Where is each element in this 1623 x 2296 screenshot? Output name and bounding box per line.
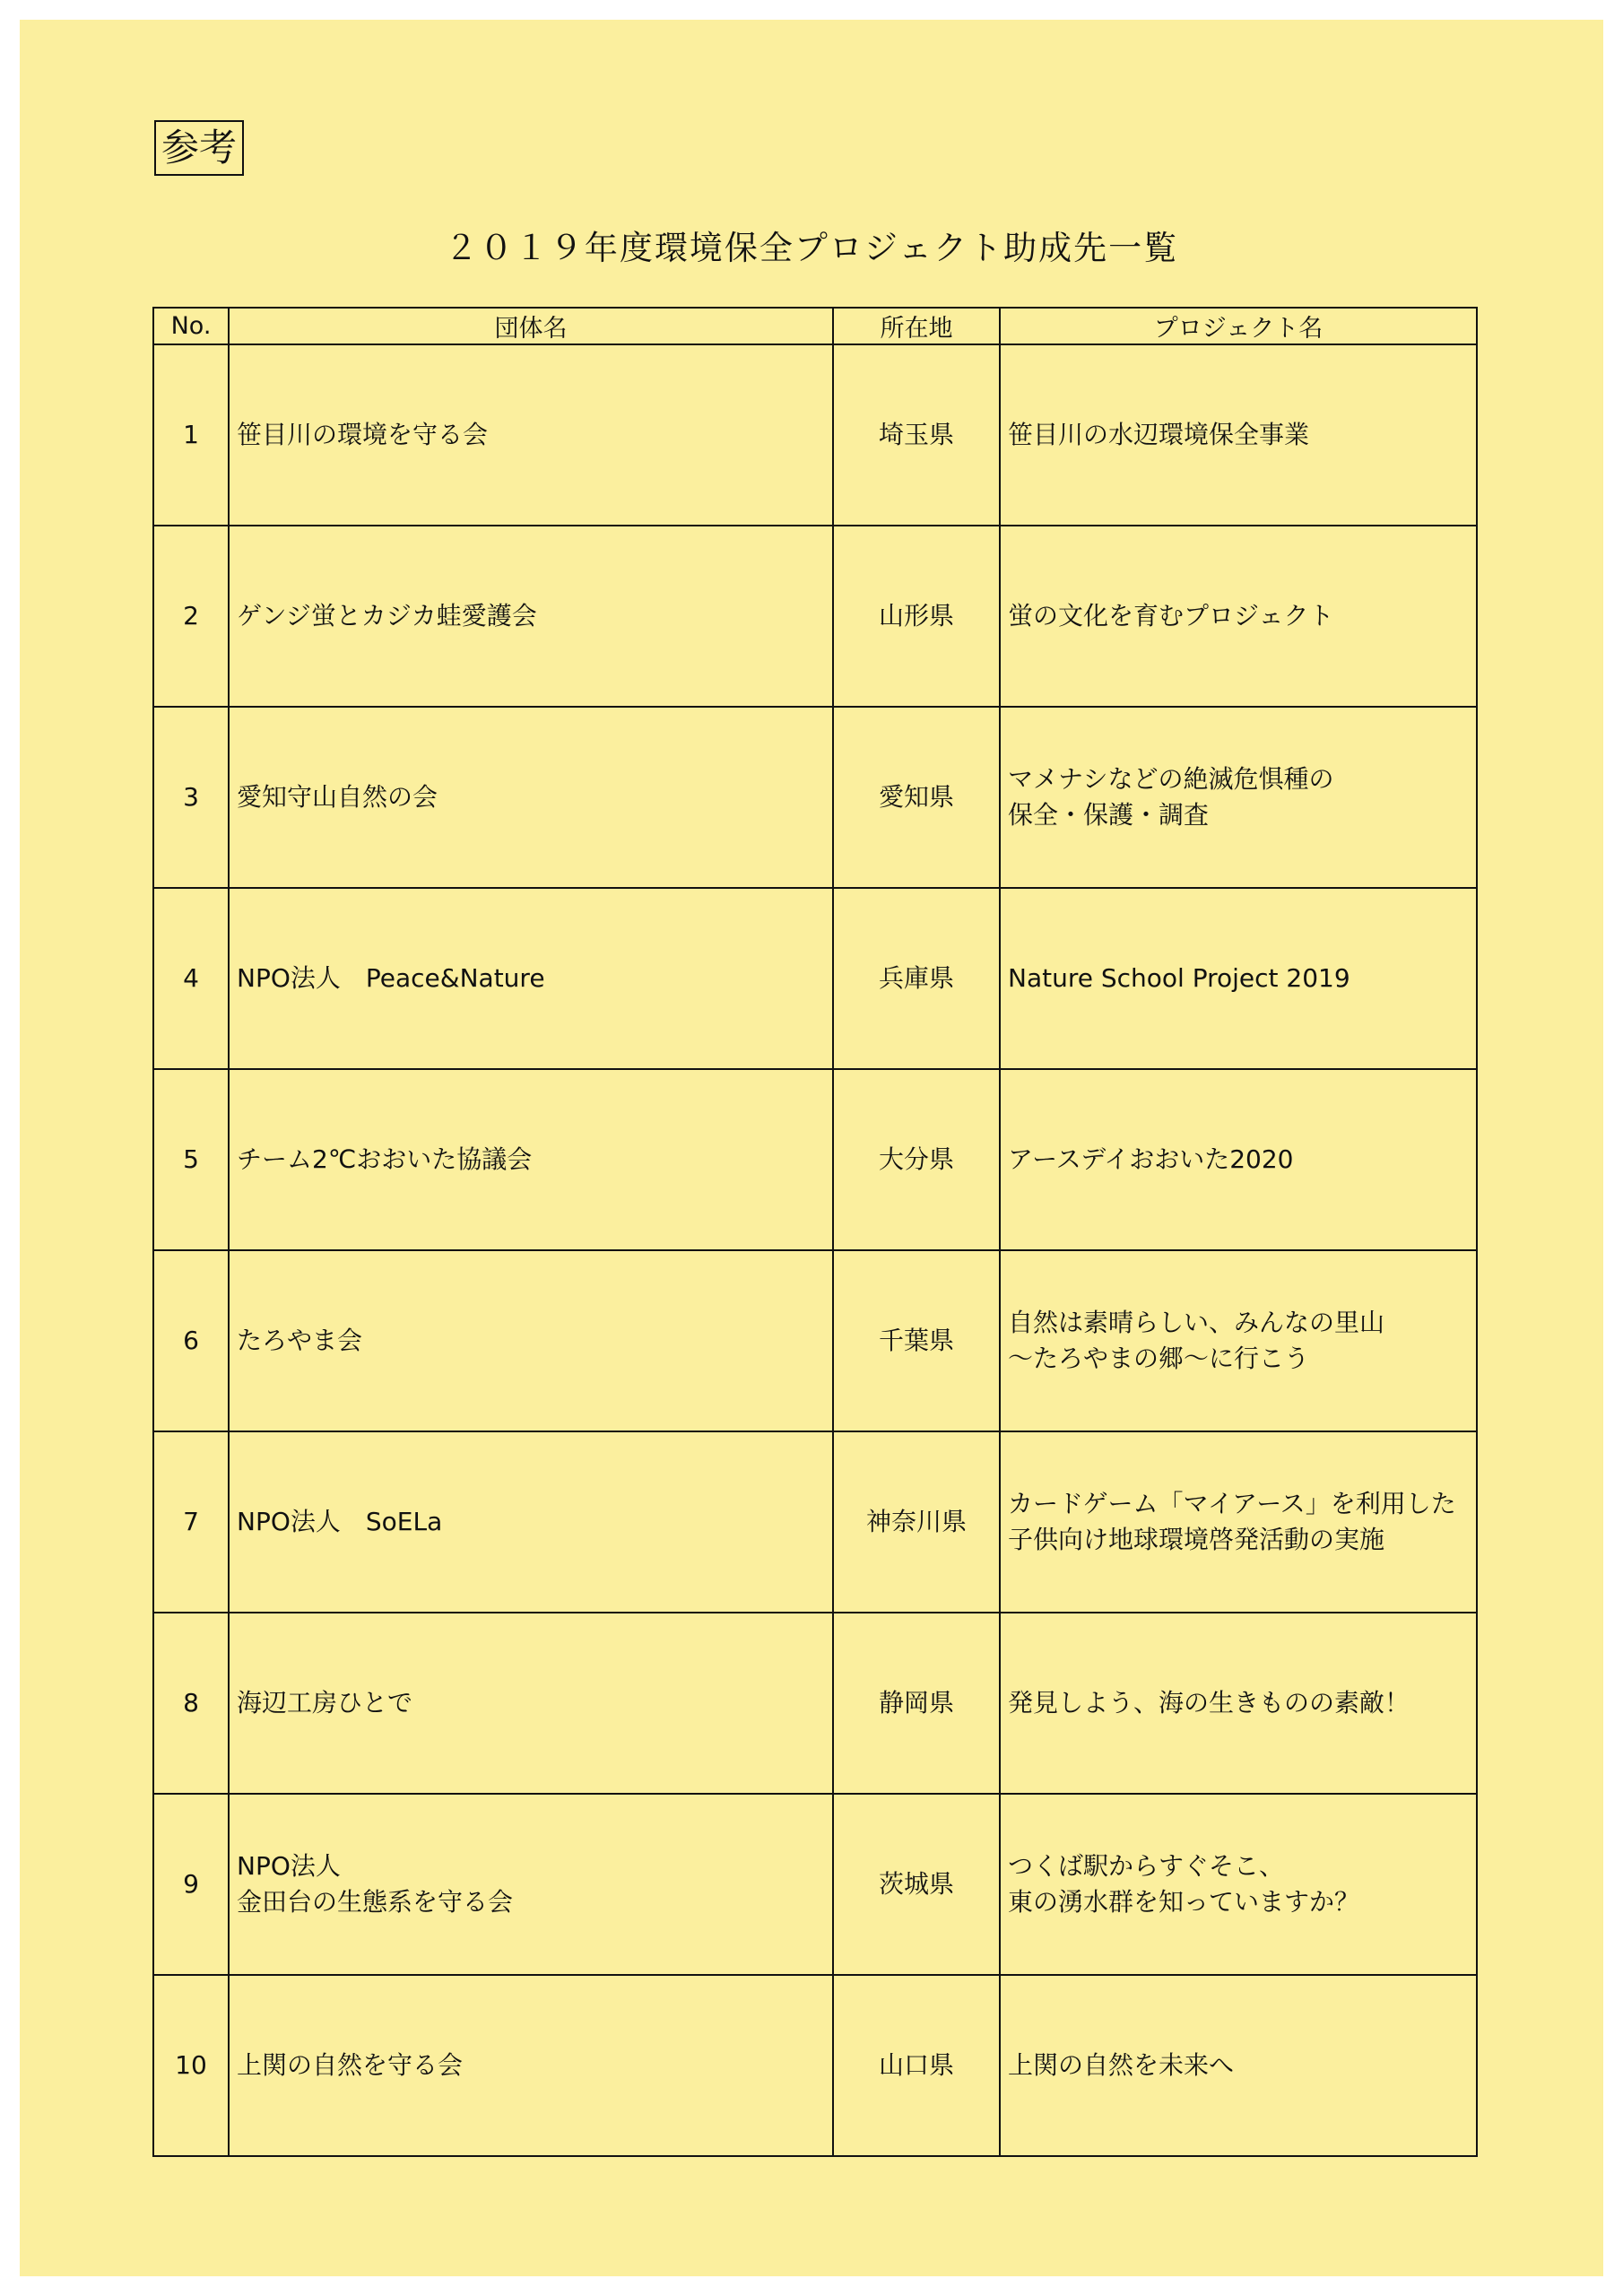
row-project: 蛍の文化を育むプロジェクト [1000, 526, 1477, 707]
row-location: 山形県 [833, 526, 1000, 707]
row-location: 兵庫県 [833, 888, 1000, 1069]
header-organization: 団体名 [229, 308, 833, 344]
row-project: 上関の自然を未来へ [1000, 1975, 1477, 2156]
row-location: 静岡県 [833, 1613, 1000, 1794]
row-no: 4 [153, 888, 229, 1069]
row-organization: NPO法人 Peace&Nature [229, 888, 833, 1069]
table-row [153, 1250, 1477, 1431]
row-location: 愛知県 [833, 707, 1000, 888]
row-project: つくば駅からすぐそこ、 東の湧水群を知っていますか？ [1000, 1794, 1477, 1975]
row-no: 5 [153, 1069, 229, 1250]
row-organization: ゲンジ蛍とカジカ蛙愛護会 [229, 526, 833, 707]
row-no: 10 [153, 1975, 229, 2156]
row-location: 埼玉県 [833, 344, 1000, 526]
table-row [153, 1794, 1477, 1975]
table-row [153, 344, 1477, 526]
row-organization: NPO法人 金田台の生態系を守る会 [229, 1794, 833, 1975]
table-row [153, 1069, 1477, 1250]
row-project: アースデイおおいた2020 [1000, 1069, 1477, 1250]
row-no: 9 [153, 1794, 229, 1975]
row-no: 6 [153, 1250, 229, 1431]
reference-label: 参考 [154, 120, 244, 176]
header-project: プロジェクト名 [1000, 308, 1477, 344]
row-organization: 上関の自然を守る会 [229, 1975, 833, 2156]
table-row [153, 1613, 1477, 1794]
row-project: 発見しよう、海の生きものの素敵！ [1000, 1613, 1477, 1794]
row-location: 神奈川県 [833, 1431, 1000, 1613]
table-row [153, 888, 1477, 1069]
row-location: 茨城県 [833, 1794, 1000, 1975]
table-row [153, 707, 1477, 888]
table-header-row [153, 308, 1477, 344]
row-project: カードゲーム「マイアース」を利用した 子供向け地球環境啓発活動の実施 [1000, 1431, 1477, 1613]
row-no: 7 [153, 1431, 229, 1613]
document-title: ２０１９年度環境保全プロジェクト助成先一覧 [444, 229, 1179, 267]
row-organization: チーム2℃おおいた協議会 [229, 1069, 833, 1250]
table-row [153, 1975, 1477, 2156]
row-project: マメナシなどの絶滅危惧種の 保全・保護・調査 [1000, 707, 1477, 888]
header-no: No. [153, 308, 229, 344]
row-project: 笹目川の水辺環境保全事業 [1000, 344, 1477, 526]
row-project: Nature School Project 2019 [1000, 888, 1477, 1069]
row-no: 8 [153, 1613, 229, 1794]
row-organization: 笹目川の環境を守る会 [229, 344, 833, 526]
row-no: 2 [153, 526, 229, 707]
header-location: 所在地 [833, 308, 1000, 344]
table-row [153, 1431, 1477, 1613]
row-organization: たろやま会 [229, 1250, 833, 1431]
row-location: 大分県 [833, 1069, 1000, 1250]
row-project: 自然は素晴らしい、みんなの里山 ～たろやまの郷～に行こう [1000, 1250, 1477, 1431]
grant-recipients-table [152, 307, 1478, 2157]
row-organization: NPO法人 SoELa [229, 1431, 833, 1613]
row-no: 3 [153, 707, 229, 888]
row-location: 山口県 [833, 1975, 1000, 2156]
row-no: 1 [153, 344, 229, 526]
row-organization: 海辺工房ひとで [229, 1613, 833, 1794]
row-location: 千葉県 [833, 1250, 1000, 1431]
row-organization: 愛知守山自然の会 [229, 707, 833, 888]
table-row [153, 526, 1477, 707]
